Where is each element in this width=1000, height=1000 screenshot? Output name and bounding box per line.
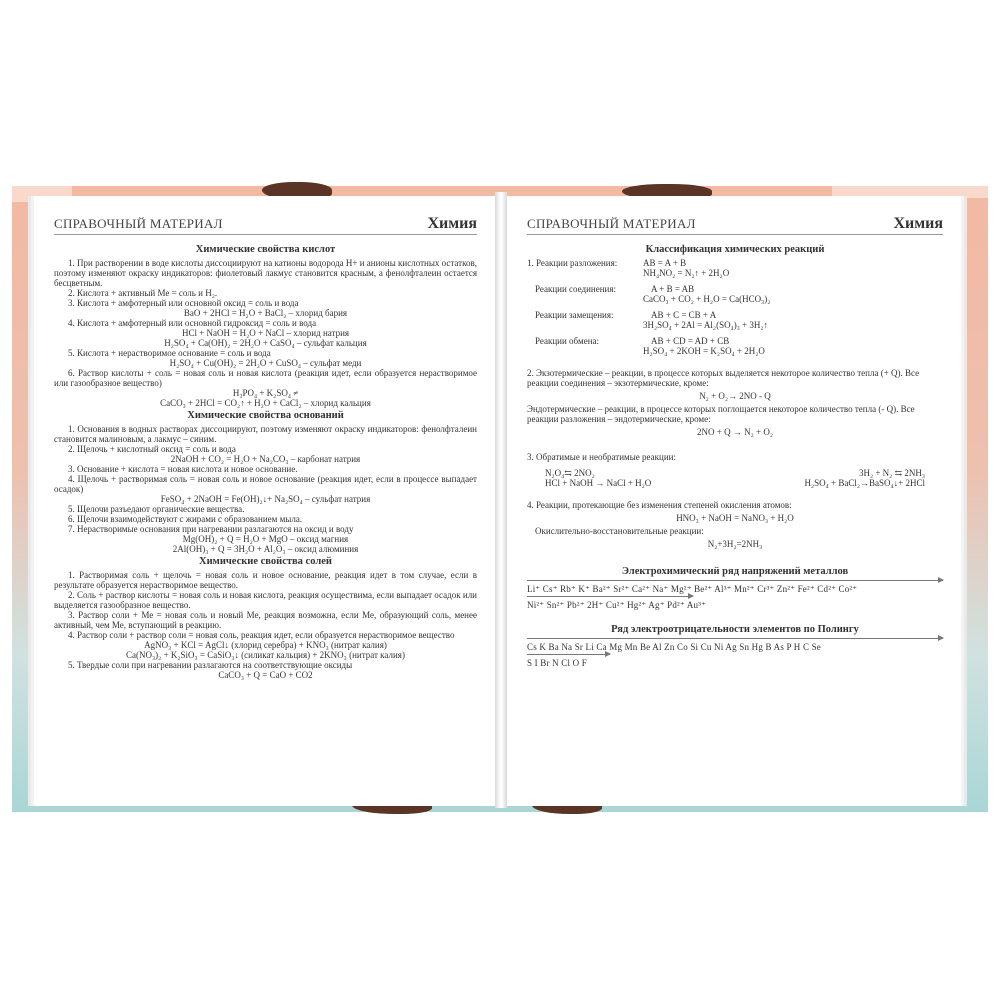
reaction-row bbox=[527, 258, 943, 268]
equation: CaCO₃ + CO₂ + H₂O = Ca(HCO₃)₂ bbox=[643, 294, 771, 304]
equation: AgNO₃ + KCl = AgCl↓ (хлорид серебра) + KNO₃ (нитрат калия) bbox=[144, 640, 387, 650]
equation: AB + CD = AD + CB bbox=[651, 336, 730, 346]
equation: FeSO₄ + 2NaOH = Fe(OH)₂↓+ Na₂SO₄ – сульфат натрия bbox=[160, 494, 371, 504]
salts-heading: Химические свойства солей bbox=[199, 556, 332, 567]
subject-title: Химия bbox=[893, 215, 943, 232]
paragraph: 3. Раствор соли + Ме = новая соль и новый Ме, реакция возможна, если Ме, образующий соль, менее активный, чем Ме, вступающий в реакцию. bbox=[54, 610, 477, 630]
reaction-row bbox=[527, 320, 943, 330]
reaction-label: Реакции обмена: bbox=[535, 336, 600, 346]
paragraph: 5. Щелочи разъедают органические вещества. bbox=[68, 504, 245, 514]
reaction-row bbox=[527, 468, 943, 478]
paragraph: 2. Экзотермические – реакции, в процессе которых выделяется некоторое количество тепла (+ Q). Все реакции соединения – экзотермические, кроме: bbox=[527, 368, 920, 388]
equation: 2Al(OH)₃ + Q = 3H₂O + Al₂O₃ – оксид алюминия bbox=[172, 544, 359, 554]
reaction-label: Реакции соединения: bbox=[535, 284, 617, 294]
equation: H₂SO₄ + BaCl₂→BaSO₄↓+ 2HCl bbox=[804, 478, 925, 488]
reaction-label: Реакции замещения: bbox=[535, 310, 614, 320]
equation: NH₄NO₂ = N₂↑ + 2H₂O bbox=[643, 268, 730, 278]
equation: A + B = AB bbox=[651, 284, 695, 294]
paragraph: 2. Кислота + активный Ме = соль и Н₂. bbox=[68, 288, 218, 298]
paragraph: 7. Нерастворимые основания при нагревании разлагаются на оксид и воду bbox=[68, 524, 354, 534]
page-header bbox=[54, 214, 477, 235]
reaction-row bbox=[527, 268, 943, 278]
paragraph: 6. Щелочи взаимодействуют с жирами с образованием мыла. bbox=[68, 514, 303, 524]
left-page bbox=[34, 196, 495, 806]
equation: 2NaOH + CO₂ = H₂O + Na₂CO₃ – карбонат натрия bbox=[170, 454, 361, 464]
book-gutter bbox=[495, 192, 507, 808]
paragraph: 2. Щелочь + кислотный оксид = соль и вода bbox=[68, 444, 236, 454]
paragraph: 1. Растворимая соль + щелочь = новая соль и новое основание, реакция идет в том случае, если в результате образуется нерастворимое вещество. bbox=[54, 570, 477, 590]
equation: Mg(OH)₂ + Q = H₂O + MgO – оксид магния bbox=[182, 534, 349, 544]
reaction-row bbox=[527, 294, 943, 304]
metals-series-line: Ni²⁺ Sn²⁺ Pb²⁺ 2H⁺ Cu²⁺ Hg²⁺ Ag⁺ Pd²⁺ Au³⁺ bbox=[527, 600, 707, 610]
paragraph: 1. Основания в водных растворах диссоциируют, поэтому изменяют окраску индикаторов: фенолфталеин становится малиновым, а лакмус – синим. bbox=[54, 424, 477, 444]
bases-heading: Химические свойства оснований bbox=[187, 410, 344, 421]
equation: BaO + 2HCl = H₂O + BaCl₂ – хлорид бария bbox=[183, 308, 348, 318]
reaction-row bbox=[527, 284, 943, 294]
equation: H₂SO₄ + 2KOH = K₂SO₄ + 2H₂O bbox=[643, 346, 765, 356]
subject-title: Химия bbox=[427, 215, 477, 232]
reaction-row bbox=[527, 310, 943, 320]
acids-heading: Химические свойства кислот bbox=[195, 244, 336, 255]
paragraph: Окислительно-восстановительные реакции: bbox=[535, 526, 704, 536]
classification-heading: Классификация химических реакций bbox=[645, 244, 825, 255]
paragraph: 3. Обратимые и необратимые реакции: bbox=[527, 452, 676, 462]
reaction-label: 1. Реакции разложения: bbox=[527, 258, 618, 268]
reaction-row bbox=[527, 336, 943, 346]
series-arrow bbox=[527, 596, 693, 597]
equation: 3H₂ + N₂ ⇆ 2NH₃ bbox=[858, 468, 925, 478]
reaction-row bbox=[527, 346, 943, 356]
paragraph: 3. Основание + кислота = новая кислота и новое основание. bbox=[68, 464, 298, 474]
paragraph: 4. Раствор соли + раствор соли = новая соль, реакция идет, если образуется нерастворимое вещество bbox=[68, 630, 455, 640]
series-arrow bbox=[527, 580, 943, 581]
paragraph: 5. Кислота + нерастворимое основание = соль и вода bbox=[68, 348, 271, 358]
equation: AB + C = CB + A bbox=[651, 310, 717, 320]
paragraph: 4. Кислота + амфотерный или основной гидроксид = соль и вода bbox=[68, 318, 317, 328]
equation: CaCO₃ + Q = CaO + CO2 bbox=[218, 670, 313, 680]
equation: HCl + NaOH = H₂O + NaCl – хлорид натрия bbox=[181, 328, 350, 338]
equation: H₃PO₄ + K₂SO₄ ≠ bbox=[232, 388, 299, 398]
equation: N₂O₄⇆ 2NO₂ bbox=[545, 468, 595, 478]
equation: CaCO₃ + 2HCl = CO₂↑ + H₂O + CaCl₂ – хлорид кальция bbox=[160, 398, 371, 408]
metals-series-heading: Электрохимический ряд напряжений металлов bbox=[621, 566, 849, 577]
reaction-row bbox=[527, 478, 943, 488]
section-title: СПРАВОЧНЫЙ МАТЕРИАЛ bbox=[54, 216, 223, 231]
left-page-content bbox=[54, 242, 477, 680]
equation: H₂SO₄ + Cu(OH)₂ = 2H₂O + CuSO₄ – сульфат меди bbox=[169, 358, 362, 368]
page-header bbox=[527, 214, 943, 235]
equation: H₂SO₄ + Ca(OH)₂ = 2H₂O + CaSO₄ – сульфат кальция bbox=[164, 338, 367, 348]
equation: HCl + NaOH → NaCl + H₂O bbox=[545, 478, 652, 488]
metals-series-line: Li⁺ Cs⁺ Rb⁺ K⁺ Ba²⁺ Sr²⁺ Ca²⁺ Na⁺ Mg²⁺ Be²⁺ Al³⁺ Mn²⁺ Cr³⁺ Zn²⁺ Fe²⁺ Cd²⁺ Co²⁺ bbox=[527, 584, 858, 594]
paragraph: 6. Раствор кислоты + соль = новая соль и новая кислота (реакция идет, если образуется нерастворимое или газообразное вещество) bbox=[54, 368, 477, 388]
right-page bbox=[507, 196, 961, 806]
paragraph: 2. Соль + раствор кислоты = новая соль и новая кислота, реакция осуществима, если выпадает осадок или выделяется газообразное вещество. bbox=[54, 590, 477, 610]
equation: HNO₃ + NaOH = NaNO₃ + H₂O bbox=[676, 513, 794, 523]
paragraph: Эндотермические – реакции, в процессе которых поглощается некоторое количество тепла (- Q). Все реакции разложения – эндотермические, кроме: bbox=[527, 404, 915, 424]
series-arrow bbox=[527, 654, 610, 655]
equation: AB = A + B bbox=[643, 258, 687, 268]
equation: Ca(NO₃)₂ + K₂SiO₃ = CaSiO₃↓ (силикат кальция) + 2KNO₃ (нитрат калия) bbox=[126, 650, 405, 660]
paragraph: 1. При растворении в воде кислоты диссоциируют на катионы водорода Н+ и анионы кислотных остатков, поэтому изменяют окраску индикаторов: фиолетовый лакмус становится красным, а фенолфталеин остается бесцветным. bbox=[54, 258, 478, 288]
section-title: СПРАВОЧНЫЙ МАТЕРИАЛ bbox=[527, 216, 696, 231]
equation: N₂ + O₂→ 2NO - Q bbox=[699, 391, 771, 401]
paragraph: 4. Щелочь + растворимая соль = новая соль и новое основание (реакция идет, если в процессе выпадает осадок) bbox=[54, 474, 477, 494]
electronegativity-line: Cs K Ba Na Sr Li Ca Mg Mn Be Al Zn Co Si Cu Ni Ag Sn Hg B As P H C Se bbox=[527, 642, 821, 652]
paragraph: 3. Кислота + амфотерный или основной оксид = соль и вода bbox=[68, 298, 299, 308]
equation: 2NO + Q → N₂ + O₂ bbox=[697, 427, 773, 437]
equation: N₂+3H₂=2NH₃ bbox=[707, 539, 763, 549]
paragraph: 5. Твердые соли при нагревании разлагаются на соответствующие оксиды bbox=[68, 660, 353, 670]
paragraph: 4. Реакции, протекающие без изменения степеней окисления атомов: bbox=[527, 500, 792, 510]
equation: 3H₂SO₄ + 2Al = Al₂(SO₄)₃ + 3H₂↑ bbox=[643, 320, 769, 330]
series-arrow bbox=[527, 638, 943, 639]
right-page-content bbox=[527, 242, 943, 668]
electronegativity-line: S I Br N Cl O F bbox=[527, 658, 588, 668]
electronegativity-heading: Ряд электроотрицательности элементов по Полингу bbox=[611, 624, 859, 635]
